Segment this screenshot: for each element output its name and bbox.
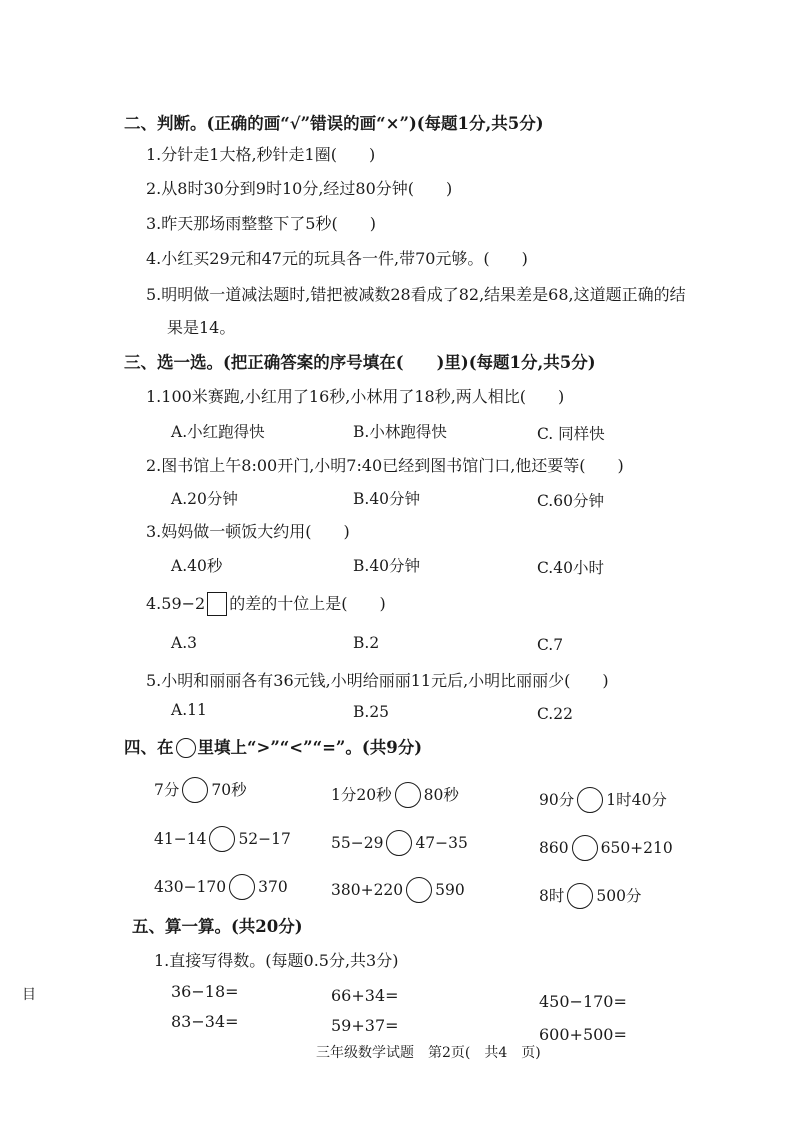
compare-r2-c1 [154, 825, 291, 853]
compare-left: 8时 [539, 887, 565, 905]
compare-right: 47−35 [415, 834, 468, 852]
compare-left: 1分20秒 [331, 786, 392, 804]
compare-left: 380+220 [331, 881, 404, 899]
section4-heading [124, 735, 422, 761]
compare-left: 90分 [539, 791, 575, 809]
section3-q3: 3.妈妈做一顿饭大约用( ) [146, 522, 350, 541]
section3-q4-option-a: A.3 [171, 634, 197, 652]
section3-q3-option-b: B.40分钟 [353, 557, 421, 575]
calc-item: 600+500= [539, 1025, 627, 1044]
compare-left: 7分 [154, 781, 180, 799]
answer-box [207, 592, 227, 616]
section2-item-5: 5.明明做一道减法题时,错把被减数28看成了82,结果差是68,这道题正确的结 [146, 285, 686, 304]
section3-q5-option-a: A.11 [171, 701, 207, 719]
compare-r3-c2 [331, 876, 465, 904]
compare-r1-c2 [331, 781, 459, 809]
section2-item-2: 2.从8时30分到9时10分,经过80分钟( ) [146, 179, 453, 198]
section3-q5-option-b: B.25 [353, 703, 390, 721]
compare-circle[interactable] [209, 826, 235, 852]
section3-q2-option-a: A.20分钟 [171, 490, 238, 508]
compare-circle[interactable] [406, 877, 432, 903]
compare-left: 860 [539, 839, 569, 857]
section3-q2-option-c: C.60分钟 [537, 492, 604, 510]
compare-circle[interactable] [577, 787, 603, 813]
calc-item: 450−170= [539, 992, 627, 1011]
compare-r3-c1 [154, 873, 288, 901]
compare-right: 370 [258, 878, 288, 896]
compare-left: 430−170 [154, 878, 227, 896]
section3-q4-text-after: 的差的十位上是( ) [229, 594, 386, 613]
compare-right: 650+210 [600, 839, 673, 857]
compare-circle[interactable] [567, 883, 593, 909]
compare-right: 590 [435, 881, 465, 899]
section3-q4 [146, 591, 386, 617]
section3-q3-option-c: C.40小时 [537, 559, 604, 577]
compare-left: 41−14 [154, 830, 207, 848]
compare-right: 80秒 [423, 786, 459, 804]
section3-q4-text-before: 4.59−2 [146, 594, 206, 613]
compare-right: 1时40分 [606, 791, 667, 809]
calc-item: 66+34= [331, 986, 399, 1005]
calc-item: 36−18= [171, 982, 239, 1001]
section3-q1-option-b: B.小林跑得快 [353, 423, 447, 441]
section3-q1-option-c: C. 同样快 [537, 425, 605, 443]
section3-q2-option-b: B.40分钟 [353, 490, 421, 508]
section5-sub1: 1.直接写得数。(每题0.5分,共3分) [154, 951, 399, 970]
calc-item: 59+37= [331, 1016, 399, 1035]
compare-circle[interactable] [182, 777, 208, 803]
section3-q4-option-c: C.7 [537, 636, 564, 654]
compare-left: 55−29 [331, 834, 384, 852]
section2-heading: 二、判断。(正确的画“√”错误的画“×”)(每题1分,共5分) [124, 114, 544, 133]
circle-icon [176, 738, 196, 758]
section4-heading-after: 里填上“>”“<”“=”。(共9分) [197, 738, 423, 757]
section3-heading: 三、选一选。(把正确答案的序号填在( )里)(每题1分,共5分) [124, 353, 596, 372]
compare-r1-c1 [154, 776, 247, 804]
page-footer: 三年级数学试题 第2页( 共4 页) [316, 1045, 541, 1061]
compare-right: 52−17 [238, 830, 291, 848]
compare-right: 70秒 [211, 781, 247, 799]
compare-r2-c2 [331, 829, 468, 857]
compare-r2-c3 [539, 834, 673, 862]
section4-heading-before: 四、在 [124, 738, 174, 757]
calc-item: 83−34= [171, 1012, 239, 1031]
compare-right: 500分 [596, 887, 642, 905]
section2-item-5-cont: 果是14。 [167, 318, 236, 337]
section2-item-3: 3.昨天那场雨整整下了5秒( ) [146, 214, 376, 233]
compare-circle[interactable] [386, 830, 412, 856]
compare-circle[interactable] [229, 874, 255, 900]
compare-circle[interactable] [572, 835, 598, 861]
section3-q5-option-c: C.22 [537, 705, 573, 723]
compare-circle[interactable] [395, 782, 421, 808]
section3-q3-option-a: A.40秒 [171, 557, 223, 575]
section2-item-1: 1.分针走1大格,秒针走1圈( ) [146, 145, 376, 164]
section3-q1: 1.100米赛跑,小红用了16秒,小林用了18秒,两人相比( ) [146, 387, 565, 406]
section3-q4-option-b: B.2 [353, 634, 380, 652]
section3-q5: 5.小明和丽丽各有36元钱,小明给丽丽11元后,小明比丽丽少( ) [146, 671, 609, 690]
section2-item-4: 4.小红买29元和47元的玩具各一件,带70元够。( ) [146, 249, 528, 268]
section3-q1-option-a: A.小红跑得快 [171, 423, 265, 441]
compare-r3-c3 [539, 882, 641, 910]
section3-q2: 2.图书馆上午8:00开门,小明7:40已经到图书馆门口,他还要等( ) [146, 456, 624, 475]
margin-mark: 目 [22, 987, 36, 1003]
compare-r1-c3 [539, 786, 667, 814]
section5-heading: 五、算一算。(共20分) [132, 917, 303, 936]
